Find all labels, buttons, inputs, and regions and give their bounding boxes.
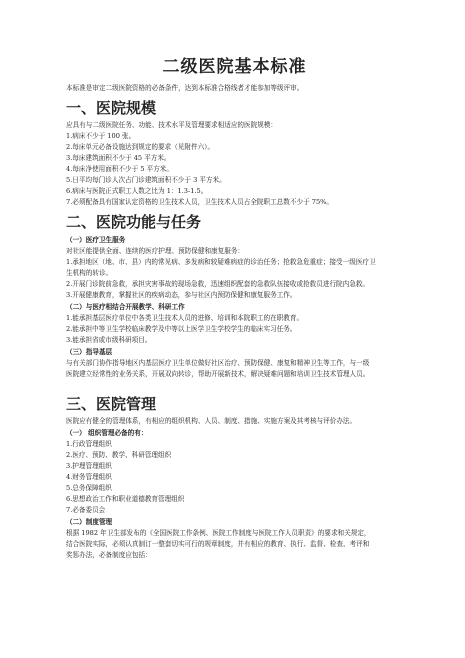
subsection-heading: （一）医疗卫生服务 <box>66 236 126 244</box>
section-heading-scale: 一、医院规模 <box>66 99 157 117</box>
paragraph-line: 奖惩办法，必备制度应包括： <box>66 551 152 559</box>
list-item: 5.总务保障组织 <box>66 484 112 492</box>
paragraph-line: 根据 1982 年卫生部发布的《全国医院工作条例、医院工作制度与医院工作人员职责》的要求和关规定， <box>66 529 371 537</box>
subsection-heading: （二）制度管理 <box>66 518 113 526</box>
paragraph-line: 1.能承担基层医疗单位中各类卫生技术人员的进修、培训和本院职工的在职教育。 <box>66 314 304 322</box>
paragraph-line: 2.能承担中等卫生学校临床教学及中等以上医学卫生学校学生的临床实习任务。 <box>66 325 297 333</box>
list-item: 2.医疗、预防、教学、科研管理组织 <box>66 451 172 459</box>
section-lead: 医院应有健全的管理体系，有相应的组织机构、人员、制度、措施、实施方案及其考核与评价办法。 <box>66 417 357 425</box>
paragraph-line: 与有关部门协作指导地区内基层医疗卫生单位做好社区治疗、预防保健、康复和精神卫生等工作，与一级 <box>66 359 370 367</box>
section-heading-function: 二、医院功能与任务 <box>66 213 202 231</box>
list-item: 6.思想政治工作和职业道德教育管理组织 <box>66 495 185 503</box>
paragraph-line: 3.开展健康教育，掌握社区的疾病动态，参与社区内预防保健和康复服务工作。 <box>66 291 297 299</box>
subsection-heading: （一） 组织管理必备的有： <box>66 429 148 437</box>
paragraph-line: 生机构的转诊。 <box>66 269 113 277</box>
list-item: 3.每床建筑面积不少于 45 平方米。 <box>66 154 171 162</box>
section-lead: 应具有与二级医院任务、功能、技术水平及管理要求相适应的医院规模： <box>66 121 277 129</box>
intro-paragraph: 本标准是审定二级医院资格的必备条件，达到本标准合格线者才能参加等级评审。 <box>66 84 304 92</box>
subsection-heading: （三）指导基层 <box>66 348 113 356</box>
list-item: 7.必须配备具有国家认定资格的卫生技术人员，卫生技术人员占全院职工总数不少于 75%。 <box>66 198 334 206</box>
list-item: 5.日平均每门诊人次占门诊建筑面积不少于 3 平方米。 <box>66 176 226 184</box>
paragraph-line: 2.开展门诊院前急救，承担灾害事故的现场急救，迅速组织配套的急救队伍接收或抢救员进行院内急救。 <box>66 280 370 288</box>
subsection-heading: （二）与医疗相结合开展教学、科研工作 <box>66 303 185 311</box>
paragraph-line: 3.能承担省或市级科研项目。 <box>66 336 152 344</box>
section-heading-management: 三、医院管理 <box>66 395 157 413</box>
list-item: 2.每床单元必备设施达到规定的要求（见附件六）。 <box>66 143 215 151</box>
paragraph-line: 结合医院实际，必须认真制订一整套切实可行的规章制度，并有相应的教育、执行、监督、检查、考评和 <box>66 540 370 548</box>
document-title: 二级医院基本标准 <box>162 57 307 77</box>
list-item: 6.病床与医院正式职工人数之比为 1：1.3-1.5。 <box>66 187 208 195</box>
paragraph-line: 医院建立经常性的业务关系，开展双向转诊，帮助开展新技术，解决疑难问题和培训卫生技术管理人员。 <box>66 370 370 378</box>
paragraph-line: 对社区能提供全面、连续的医疗护理、预防保健和康复服务： <box>66 247 245 255</box>
list-item: 3.护理管理组织 <box>66 462 112 470</box>
paragraph-line: 1.承担地区（地、市、县）内的常见病、多发病和较疑难病症的诊治任务；抢救急危重症；接受一级医疗卫 <box>66 258 376 266</box>
list-item: 1.行政管理组织 <box>66 440 112 448</box>
list-item: 7.必备委员会 <box>66 506 106 514</box>
list-item: 4.每床净使用面积不少于 5 平方米。 <box>66 165 173 173</box>
list-item: 4.财务管理组织 <box>66 473 112 481</box>
list-item: 1.病床不少于 100 张。 <box>66 132 136 140</box>
